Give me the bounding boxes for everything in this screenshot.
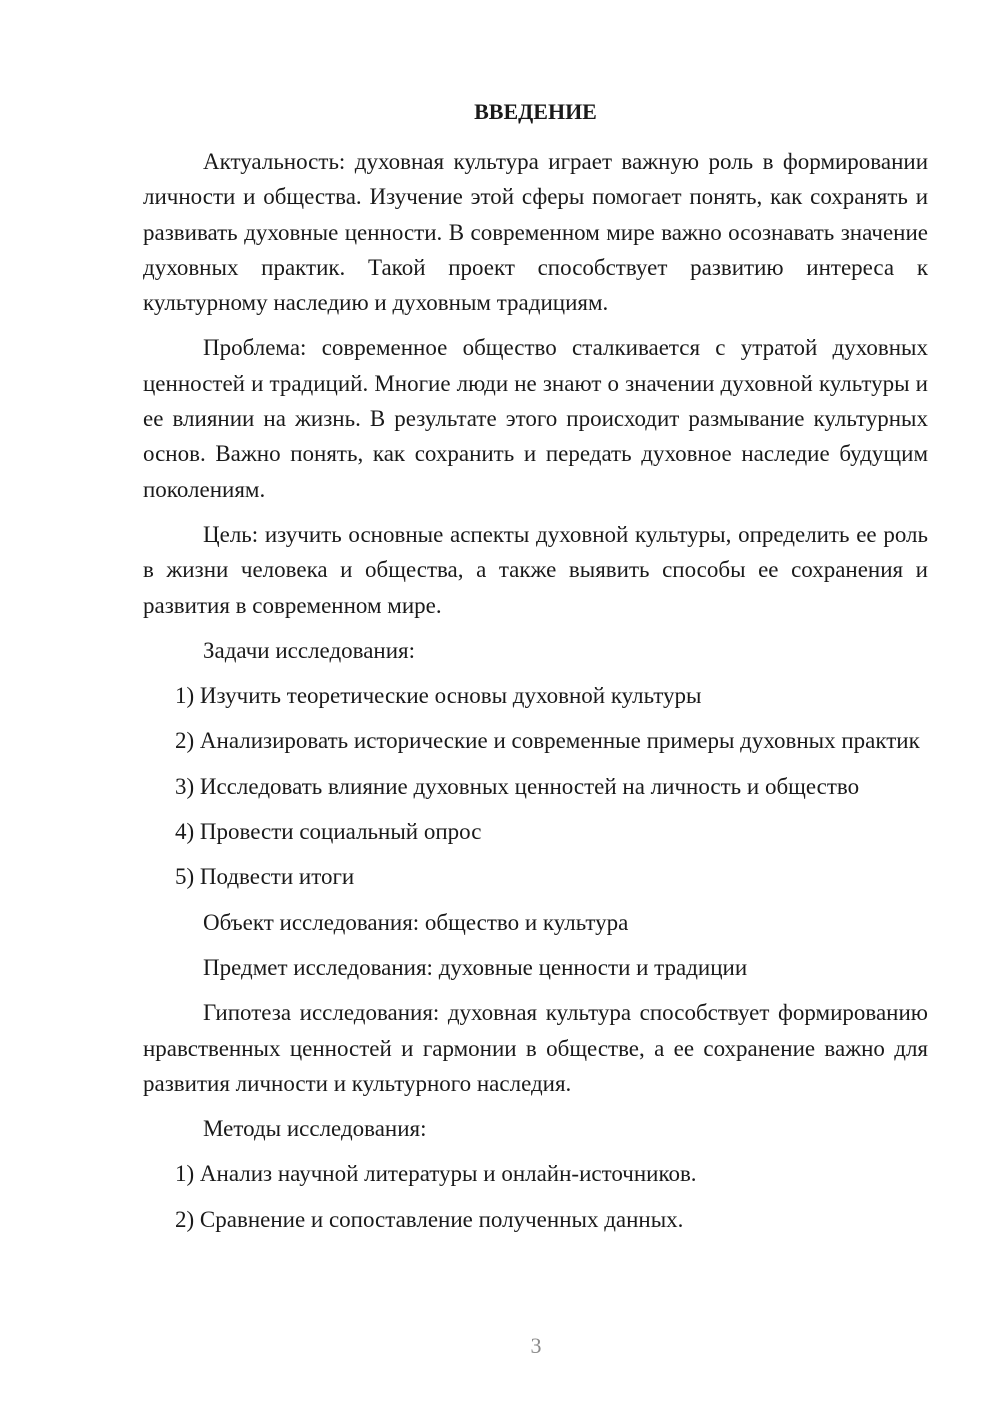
research-hypothesis: Гипотеза исследования: духовная культура способствует формированию нравственных ценностей и гармонии в обществе, а ее сохранение важно для развития личности и культурного наследия. [143,1000,928,1096]
paragraph-goal: Цель: изучить основные аспекты духовной культуры, определить ее роль в жизни человека и общества, а также выявить способы ее сохранения и развития в современном мире. [143,521,928,618]
task-item: 4) Провести социальный опрос [175,819,482,845]
research-subject: Предмет исследования: духовные ценности и традиции [203,954,748,980]
method-item: 2) Сравнение и сопоставление полученных данных. [175,1206,684,1232]
research-object: Объект исследования: общество и культура [203,909,629,935]
task-item: 5) Подвести итоги [175,864,355,890]
task-item: 3) Исследовать влияние духовных ценностей на личность и общество [175,773,860,799]
paragraph-problem: Проблема: современное общество сталкивается с утратой духовных ценностей и традиций. Многие люди не знают о значении духовной культуры и ее влиянии на жизнь. В результате этого происходит размывание культурных основ. Важно понять, как сохранить и передать духовное наследие будущим поколениям. [143,335,928,502]
page-number: 3 [530,1333,542,1358]
section-title: ВВЕДЕНИЕ [474,99,597,124]
task-item: 1) Изучить теоретические основы духовной культуры [175,683,702,709]
task-item: 2) Анализировать исторические и современные примеры духовных практик [175,728,920,754]
method-item: 1) Анализ научной литературы и онлайн-источников. [175,1161,697,1187]
paragraph-relevance: Актуальность: духовная культура играет важную роль в формировании личности и общества. Изучение этой сферы помогает понять, как сохранять и развивать духовные ценности. В современном мире важно осознавать значение духовных практик. Такой проект способствует развитию интереса к культурному наследию и духовным традициям. [143,149,928,316]
tasks-heading: Задачи исследования: [203,637,416,663]
document-page [143,92,928,1247]
methods-heading: Методы исследования: [203,1116,427,1142]
